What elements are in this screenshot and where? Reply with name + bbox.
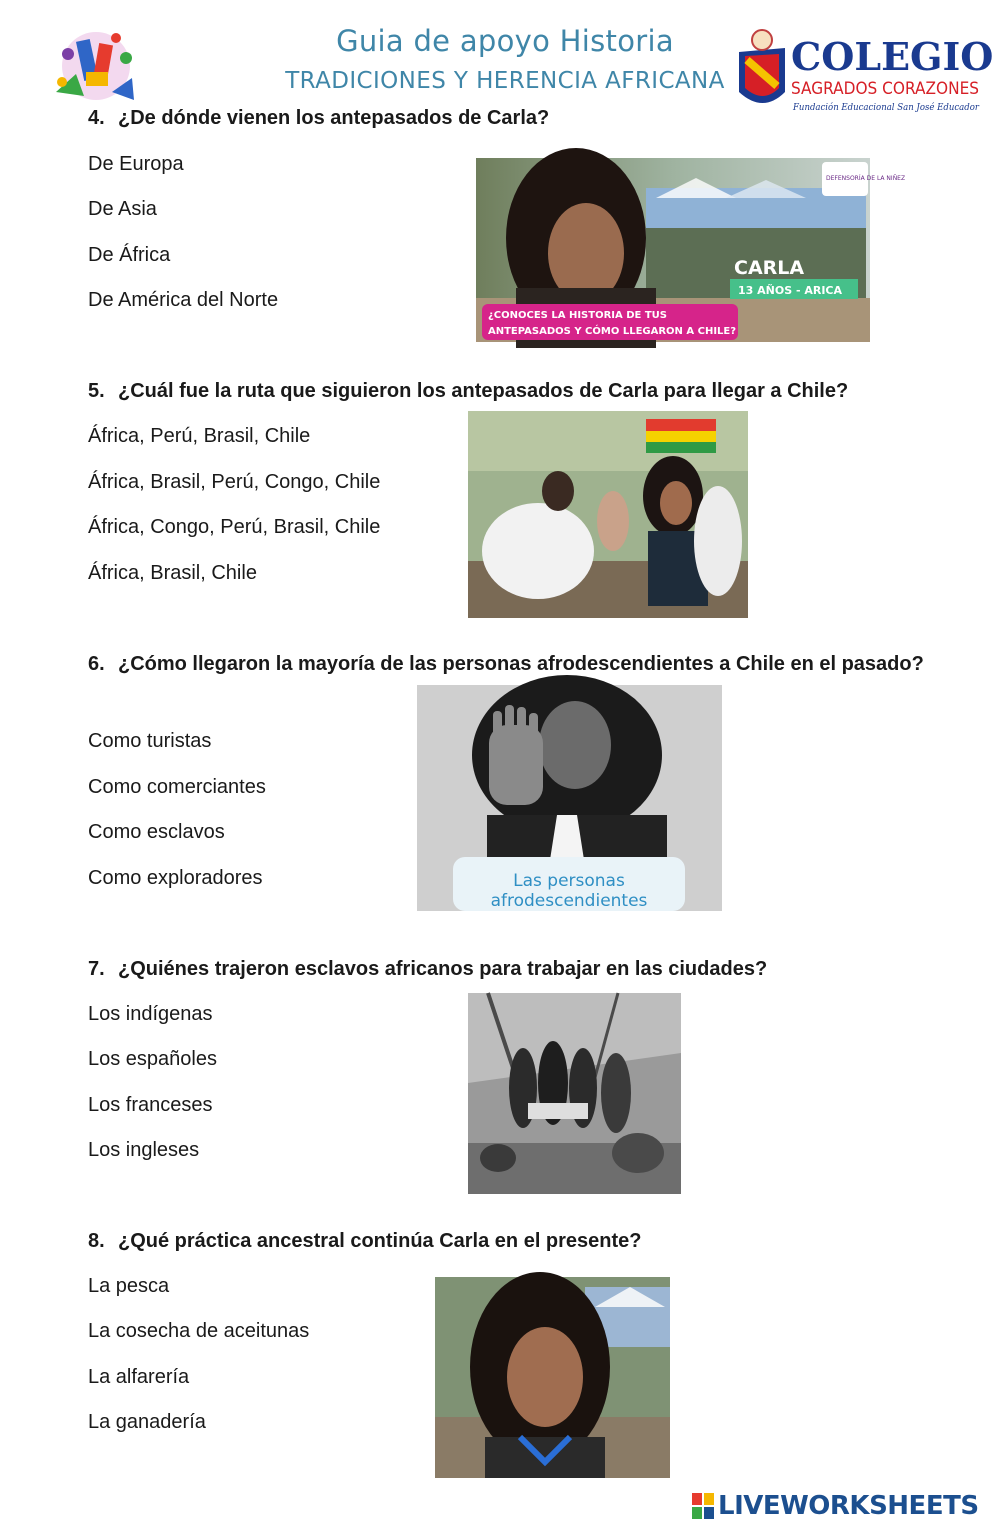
q4-option-3[interactable]: De África xyxy=(88,244,171,266)
liveworksheets-brand[interactable] xyxy=(692,1490,979,1522)
q6-option-4[interactable]: Como exploradores xyxy=(88,867,263,889)
image-banner-line1: ¿CONOCES LA HISTORIA DE TUS xyxy=(488,310,667,321)
q5-option-3[interactable]: África, Congo, Perú, Brasil, Chile xyxy=(88,516,381,538)
q7-option-2[interactable]: Los españoles xyxy=(88,1048,217,1070)
q7-option-3[interactable]: Los franceses xyxy=(88,1094,213,1116)
question-6 xyxy=(88,648,958,680)
question-number: 7. xyxy=(88,958,105,980)
q7-option-4[interactable]: Los ingleses xyxy=(88,1139,200,1161)
q6-option-1[interactable]: Como turistas xyxy=(88,730,212,752)
q8-option-3[interactable]: La alfarería xyxy=(88,1366,190,1388)
liveworksheets-logo-icon xyxy=(692,1493,714,1519)
liveworksheets-brand-text: LIVEWORKSHEETS xyxy=(718,1491,979,1521)
q4-option-4[interactable]: De América del Norte xyxy=(88,289,279,311)
image-caption-line2: afrodescendientes xyxy=(490,891,648,911)
question-text: ¿Quiénes trajeron esclavos africanos para trabajar en las ciudades? xyxy=(118,958,768,980)
q6-option-2[interactable]: Como comerciantes xyxy=(88,776,266,798)
question-text: ¿Qué práctica ancestral continúa Carla en el presente? xyxy=(118,1230,642,1252)
image-name-label: CARLA xyxy=(734,257,805,279)
historical-engraving-photo xyxy=(468,993,681,1194)
question-number: 5. xyxy=(88,380,105,402)
logo-tagline-text: Fundación Educacional San José Educador xyxy=(793,103,989,113)
question-text: ¿De dónde vienen los antepasados de Carla? xyxy=(118,107,550,129)
dance-festival-photo xyxy=(468,411,748,618)
page-subtitle: TRADICIONES Y HERENCIA AFRICANA xyxy=(285,68,725,94)
q8-option-2[interactable]: La cosecha de aceitunas xyxy=(88,1320,310,1342)
question-7 xyxy=(88,953,958,985)
q8-option-4[interactable]: La ganadería xyxy=(88,1411,206,1433)
q6-option-3[interactable]: Como esclavos xyxy=(88,821,225,843)
question-number: 4. xyxy=(88,107,105,129)
carla-closeup-photo xyxy=(435,1277,670,1478)
page-title: Guia de apoyo Historia xyxy=(336,24,674,58)
crest-shield-icon xyxy=(739,30,785,103)
question-5 xyxy=(88,375,958,407)
org-label: DEFENSORÍA DE LA NIÑEZ xyxy=(826,175,906,182)
afrodescendant-woman-photo xyxy=(417,685,722,911)
image-age-label: 13 AÑOS - ARICA xyxy=(738,284,843,297)
school-activities-logo-icon xyxy=(46,22,144,106)
q5-option-2[interactable]: África, Brasil, Perú, Congo, Chile xyxy=(88,471,381,493)
q4-option-2[interactable]: De Asia xyxy=(88,198,157,220)
q8-option-1[interactable]: La pesca xyxy=(88,1275,170,1297)
question-number: 6. xyxy=(88,653,105,675)
question-text: ¿Cuál fue la ruta que siguieron los antepasados de Carla para llegar a Chile? xyxy=(118,380,849,402)
logo-colegio-text: COLEGIO xyxy=(791,34,994,79)
question-number: 8. xyxy=(88,1230,105,1252)
image-banner-line2: ANTEPASADOS Y CÓMO LLEGARON A CHILE? xyxy=(488,326,737,337)
logo-sagrados-text: SAGRADOS CORAZONES xyxy=(791,79,979,99)
image-caption-line1: Las personas xyxy=(513,871,625,891)
carla-portrait-photo xyxy=(476,158,906,342)
q7-option-1[interactable]: Los indígenas xyxy=(88,1003,213,1025)
question-text: ¿Cómo llegaron la mayoría de las personas afrodescendientes a Chile en el pasado? xyxy=(118,653,924,675)
q5-option-4[interactable]: África, Brasil, Chile xyxy=(88,562,257,584)
q4-option-1[interactable]: De Europa xyxy=(88,153,184,175)
q5-option-1[interactable]: África, Perú, Brasil, Chile xyxy=(88,425,311,447)
question-8 xyxy=(88,1225,958,1257)
question-4 xyxy=(88,102,958,134)
